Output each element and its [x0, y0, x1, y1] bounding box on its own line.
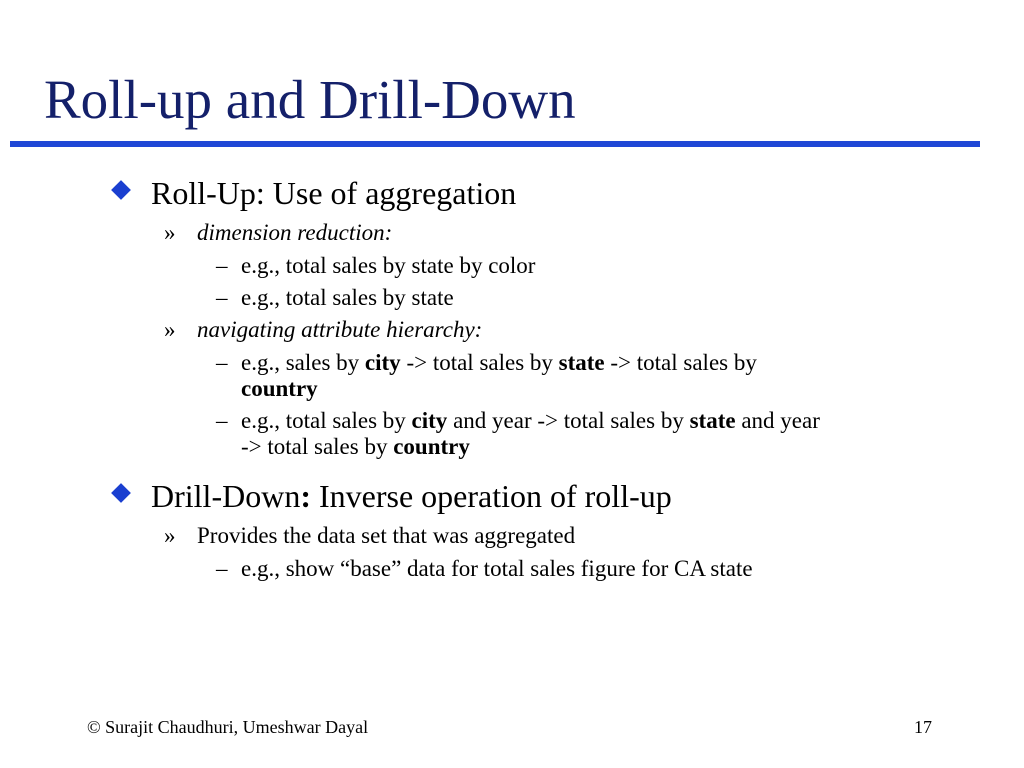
example-text-part: and year — [735, 408, 820, 433]
example-text-part: -> total sales by — [604, 350, 757, 375]
example-bold-state: state — [689, 408, 736, 433]
sub-bullet-attribute-hierarchy — [164, 317, 483, 342]
bullet-drilldown-colon: : — [300, 478, 311, 514]
raquo-bullet-icon: » — [164, 220, 176, 245]
example-item — [216, 350, 961, 402]
bullet-rollup — [151, 177, 516, 209]
example-text: e.g., total sales by state by color — [241, 253, 536, 278]
example-text-part: -> total sales by — [400, 350, 559, 375]
example-text: e.g., total sales by state — [241, 285, 454, 310]
footer-page-number: 17 — [914, 717, 932, 737]
example-text-part: e.g., total sales by — [241, 408, 412, 433]
example-text-part: -> total sales by — [241, 434, 394, 459]
slide-title: Roll-up and Drill-Down — [44, 69, 576, 130]
sub-bullet-label: Provides the data set that was aggregated — [197, 523, 576, 548]
raquo-bullet-icon: » — [164, 523, 176, 548]
example-item — [216, 408, 981, 460]
bullet-rollup-label: Roll-Up: Use of aggregation — [151, 175, 517, 211]
bullet-drilldown — [151, 480, 672, 512]
sub-bullet-label: navigating attribute hierarchy: — [197, 317, 483, 342]
diamond-bullet-icon — [111, 180, 131, 200]
example-bold-country: country — [393, 434, 470, 459]
dash-bullet-icon: – — [216, 556, 228, 581]
example-bold-country: country — [241, 376, 318, 401]
example-text: e.g., show “base” data for total sales figure for CA state — [241, 556, 753, 581]
bullet-drilldown-label: Drill-Down — [151, 478, 301, 514]
example-item — [216, 556, 961, 582]
dash-bullet-icon: – — [216, 285, 228, 310]
dash-bullet-icon: – — [216, 253, 228, 278]
sub-bullet-dimension-reduction — [164, 220, 393, 245]
example-bold-city: city — [364, 350, 401, 375]
title-underline — [10, 141, 980, 147]
example-item — [216, 285, 961, 311]
bullet-drilldown-rest: Inverse operation of roll-up — [310, 478, 672, 514]
sub-bullet-provides — [164, 523, 576, 548]
example-text-part: and year -> total sales by — [447, 408, 690, 433]
example-text-part: e.g., sales by — [241, 350, 365, 375]
footer-copyright: © Surajit Chaudhuri, Umeshwar Dayal — [87, 717, 369, 737]
dash-bullet-icon: – — [216, 350, 228, 375]
example-item — [216, 253, 961, 279]
example-bold-state: state — [558, 350, 605, 375]
diamond-bullet-icon — [111, 483, 131, 503]
dash-bullet-icon: – — [216, 408, 228, 433]
raquo-bullet-icon: » — [164, 317, 176, 342]
sub-bullet-label: dimension reduction: — [197, 220, 393, 245]
example-bold-city: city — [411, 408, 448, 433]
